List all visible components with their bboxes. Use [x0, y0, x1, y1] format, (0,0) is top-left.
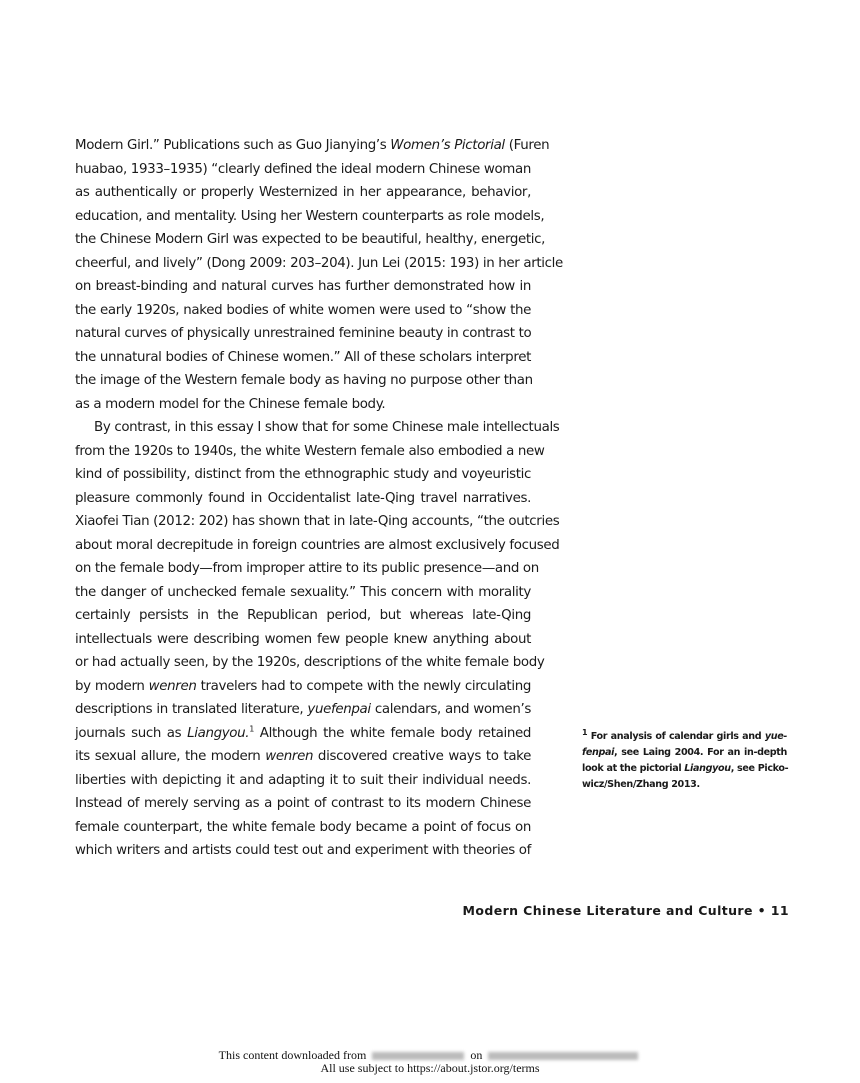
text-line [75, 299, 531, 323]
jstor-download-notice [0, 1049, 860, 1075]
text-run: intellectuals were describing women few people knew anything about [75, 631, 531, 647]
text-run: from the 1920s to 1940s, the white Western female also embodied a new [75, 443, 545, 459]
text-run: journals such as [75, 725, 188, 741]
text-run: female counterpart, the white female body became a point of focus on [75, 819, 531, 835]
body-text [75, 134, 563, 863]
downloaded-from-text: This content downloaded from [218, 1048, 367, 1062]
on-text: on [470, 1048, 483, 1062]
text-line [75, 369, 531, 393]
redacted-timestamp [488, 1052, 638, 1060]
text-run: as authentically or properly Westernized in her appearance, behavior, [75, 185, 531, 200]
journal-title: Modern Chinese Literature and Culture [462, 903, 753, 918]
download-line [0, 1049, 860, 1062]
text-run: For analysis of calendar girls and [587, 731, 765, 742]
text-run: on breast-binding and natural curves has further demonstrated how in [75, 279, 531, 294]
footnote-line [582, 761, 787, 777]
text-run: certainly persists in the Republican period, but whereas late-Qing [75, 608, 531, 623]
redacted-ip-address [372, 1052, 464, 1060]
text-line [75, 557, 539, 581]
italic-text: yue- [764, 731, 787, 742]
text-run: the danger of unchecked female sexuality.” This concern with morality [75, 584, 531, 600]
text-run: huabao, 1933–1935) “clearly defined the ideal modern Chinese woman [75, 161, 531, 177]
text-run: about moral decrepitude in foreign countries are almost exclusively focused [75, 537, 560, 553]
footnote [582, 729, 787, 793]
text-line [75, 393, 531, 417]
text-run: the unnatural bodies of Chinese women.” All of these scholars interpret [75, 349, 531, 365]
text-run: Modern Girl.” Publications such as Guo Jianying’s [75, 138, 391, 153]
text-run: Xiaofei Tian (2012: 202) has shown that in late-Qing accounts, “the outcries [75, 514, 560, 529]
text-run: , see Picko- [730, 763, 789, 774]
italic-text: fenpai [582, 747, 615, 758]
running-footer [463, 903, 789, 918]
text-line [75, 228, 546, 252]
text-run: which writers and artists could test out and experiment with theories of [75, 843, 531, 858]
italic-text: wenren [265, 749, 314, 764]
text-line [75, 158, 531, 182]
text-run: as a modern model for the Chinese female body. [75, 396, 386, 412]
text-line [75, 487, 531, 511]
footnote-line [582, 729, 787, 745]
text-line [75, 769, 531, 793]
italic-text: wenren [148, 678, 197, 694]
page-number: 11 [770, 903, 789, 918]
text-line [75, 416, 560, 440]
text-run: , see Laing 2004. For an in-depth [614, 747, 787, 758]
text-run: kind of possibility, distinct from the ethnographic study and voyeuristic [75, 467, 531, 482]
italic-text: Women’s Pictorial [390, 138, 505, 153]
text-line [75, 604, 531, 628]
text-run: By contrast, in this essay I show that for some Chinese male intellectuals [94, 420, 560, 435]
text-line [75, 722, 531, 746]
text-run: look at the pictorial [582, 763, 685, 774]
text-run: descriptions in translated literature, [75, 702, 308, 717]
text-line [75, 839, 531, 863]
text-line [75, 252, 563, 276]
text-run: on the female body—from improper attire to its public presence—and on [75, 561, 539, 576]
text-line [75, 675, 531, 699]
text-run: the Chinese Modern Girl was expected to be beautiful, healthy, energetic, [75, 232, 546, 247]
text-run: by modern [75, 678, 149, 694]
footnote-line [582, 745, 787, 761]
text-run: the early 1920s, naked bodies of white women were used to “show the [75, 302, 531, 318]
text-line [75, 322, 531, 346]
terms-line: All use subject to https://about.jstor.org/terms [320, 1061, 540, 1075]
text-run: its sexual allure, the modern [75, 749, 266, 764]
text-run: (Furen [504, 138, 550, 153]
text-line [75, 275, 531, 299]
text-run: the image of the Western female body as having no purpose other than [75, 373, 533, 388]
text-line [75, 745, 531, 769]
paragraph [75, 416, 560, 863]
text-line [75, 581, 531, 605]
text-run: natural curves of physically unrestrained feminine beauty in contrast to [75, 326, 532, 341]
text-run: liberties with depicting it and adapting it to suit their individual needs. [75, 772, 531, 788]
text-line [75, 205, 545, 229]
text-line [75, 134, 550, 158]
text-run: Instead of merely serving as a point of contrast to its modern Chinese [75, 796, 531, 811]
text-run: wicz/Shen/Zhang 2013. [582, 779, 700, 790]
footnote-line [582, 777, 787, 793]
text-run: pleasure commonly found in Occidentalist late-Qing travel narratives. [75, 490, 531, 506]
text-line [75, 792, 531, 816]
text-line [75, 510, 560, 534]
text-run: discovered creative ways to take [313, 749, 531, 764]
text-line [75, 628, 531, 652]
text-line [75, 534, 560, 558]
footnote-marker: 1 [582, 727, 588, 737]
text-run: travelers had to compete with the newly circulating [196, 678, 531, 694]
text-line [75, 346, 531, 370]
italic-text: Liangyou [684, 763, 731, 774]
text-run: Although the white female body retained [253, 725, 531, 741]
text-line [75, 463, 531, 487]
text-line [75, 698, 531, 722]
text-run: education, and mentality. Using her Western counterparts as role models, [75, 208, 545, 224]
text-line [75, 181, 531, 205]
italic-text: Liangyou. [187, 725, 250, 741]
text-run: calendars, and women’s [370, 702, 531, 717]
text-run: cheerful, and lively” (Dong 2009: 203–204). Jun Lei (2015: 193) in her article [75, 255, 563, 271]
separator-bullet: • [757, 903, 767, 918]
footnote-marker: 1 [249, 724, 254, 734]
italic-text: yuefenpai [307, 702, 371, 717]
text-line [75, 440, 545, 464]
text-line [75, 816, 531, 840]
text-run: or had actually seen, by the 1920s, descriptions of the white female body [75, 655, 545, 670]
text-line [75, 651, 545, 675]
paragraph [75, 134, 563, 416]
